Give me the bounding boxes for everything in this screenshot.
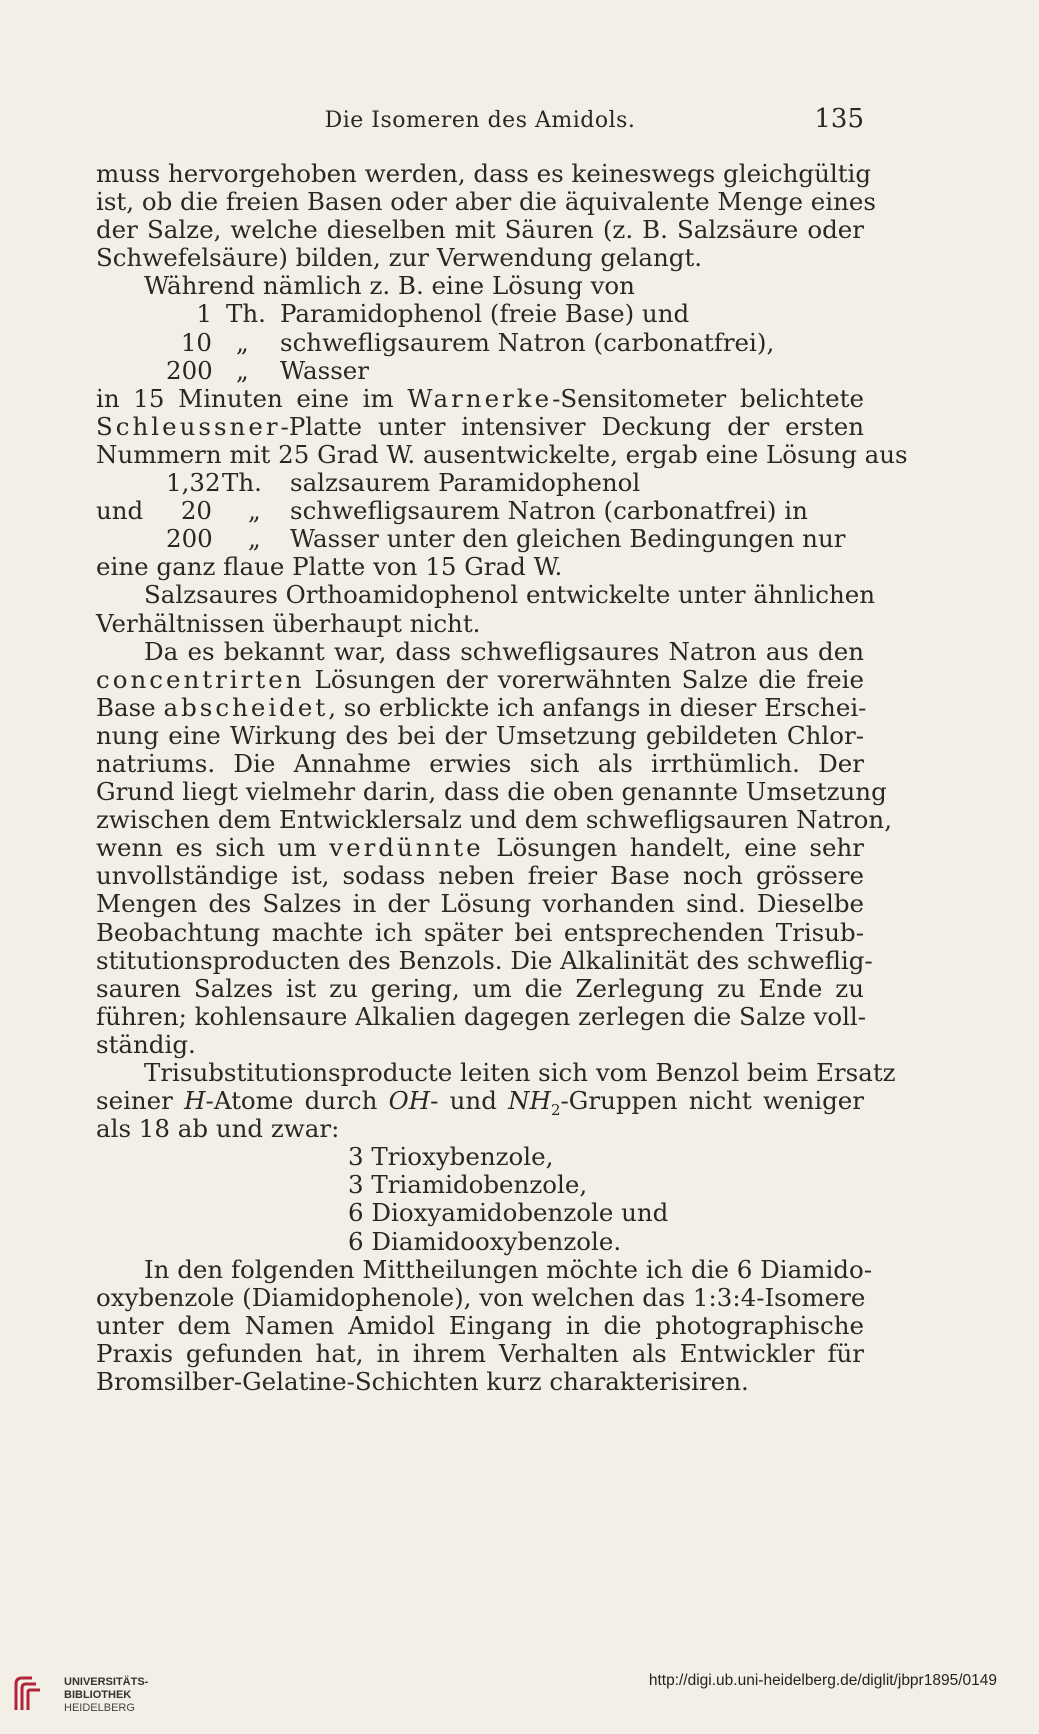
text-line: Praxis gefunden hat, in ihrem Verhalten als Entwickler für [96, 1338, 864, 1368]
text-line: ist, ob die freien Basen oder aber die äquivalente Menge eines [96, 187, 876, 217]
list-item: 6 Diamidooxybenzole. [348, 1226, 622, 1256]
recipe-quantity: 200 [166, 355, 213, 385]
list-item: 6 Dioxyamidobenzole und [348, 1198, 669, 1228]
text-line: Da es bekannt war, dass schwefligsaures Natron aus den [144, 636, 864, 666]
recipe-ingredient: schwefligsaurem Natron (carbonatfrei), [280, 327, 775, 357]
text-line [96, 1086, 864, 1119]
formula-subscript: 2 [550, 1100, 561, 1119]
spaced-word: abscheidet [163, 692, 329, 722]
footer [0, 1660, 1039, 1734]
text-run: Lösungen handelt, eine sehr [483, 833, 864, 863]
text-run: wenn es sich um [96, 833, 330, 863]
recipe-quantity: 20 [180, 496, 212, 526]
library-line: BIBLIOTHEK [64, 1689, 132, 1701]
recipe-quantity: 1 [196, 299, 212, 329]
text-line: Mengen des Salzes in der Lösung vorhanden sind. Dieselbe [96, 889, 864, 919]
text-line: oxybenzole (Diamidophenole), von welchen das 1:3:4-Isomere [96, 1282, 866, 1312]
body-text [96, 159, 908, 1397]
text-run: -Sensitometer belichtete [552, 383, 864, 413]
text-run: Base [96, 692, 164, 722]
recipe-ingredient: Paramidophenol (freie Base) und [280, 299, 690, 329]
text-line: stitutionsproducten des Benzols. Die Alkalinität des schweflig- [96, 945, 873, 975]
text-line: als 18 ab und zwar: [96, 1114, 340, 1144]
library-line: HEIDELBERG [64, 1702, 135, 1714]
recipe-row [96, 525, 864, 553]
page-header [96, 104, 864, 140]
text-line: der Salze, welche dieselben mit Säuren (z. B. Salzsäure oder [96, 215, 864, 245]
text-line: unter dem Namen Amidol Eingang in die photographische [96, 1310, 864, 1340]
library-line: UNIVERSITÄTS- [64, 1676, 149, 1688]
recipe-row [96, 357, 864, 385]
text-line: Schwefelsäure) bilden, zur Verwendung gelangt. [96, 243, 703, 273]
recipe-ingredient: Wasser unter den gleichen Bedingungen nur [290, 524, 846, 554]
library-name [64, 1676, 148, 1715]
recipe-row [96, 329, 864, 357]
list-item: 3 Trioxybenzole, [348, 1142, 554, 1172]
text-line: Bromsilber-Gelatine-Schichten kurz charakterisiren. [96, 1367, 749, 1397]
text-line [96, 413, 864, 441]
running-title: Die Isomeren des Amidols. [324, 108, 636, 133]
text-line: unvollständige ist, sodass neben freier Base noch grössere [96, 861, 864, 891]
text-run: -Atome durch [205, 1086, 389, 1116]
recipe-quantity: 10 [180, 327, 212, 357]
recipe-row [96, 300, 864, 328]
formula-h: H [184, 1086, 206, 1116]
spaced-word: verdünnte [329, 833, 484, 863]
recipe-ingredient: Wasser [280, 355, 370, 385]
text-line: In den folgenden Mittheilungen möchte ich die 6 Diamido- [144, 1254, 873, 1284]
text-run: Lösungen der vorerwähnten Salze die freie [304, 664, 864, 694]
text-line [96, 666, 864, 694]
recipe-prefix: und [96, 496, 144, 526]
text-line: nung eine Wirkung des bei der Umsetzung gebildeten Chlor- [96, 720, 864, 750]
recipe-unit: „ [248, 524, 261, 554]
recipe-unit: „ [248, 496, 261, 526]
spaced-name: Warnerke [407, 383, 553, 413]
recipe-quantity: 1,32 [166, 468, 221, 498]
text-run: in 15 Minuten eine im [96, 383, 394, 413]
text-line: zwischen dem Entwicklersalz und dem schwefligsauren Natron, [96, 805, 892, 835]
recipe-row [96, 469, 864, 497]
text-line [96, 692, 867, 722]
text-run: - und [430, 1086, 509, 1116]
text-line [96, 834, 864, 862]
text-line [96, 385, 864, 413]
recipe-unit: „ [236, 327, 249, 357]
source-url[interactable]: http://digi.ub.uni-heidelberg.de/diglit/jbpr1895/0149 [648, 1672, 997, 1689]
spaced-name: Schleussner [96, 411, 281, 441]
text-line: muss hervorgehoben werden, dass es keineswegs gleichgültig [96, 159, 872, 188]
list-item: 3 Triamidobenzole, [348, 1170, 588, 1200]
text-line: eine ganz flaue Platte von 15 Grad W. [96, 552, 563, 582]
formula-oh: OH [388, 1086, 431, 1116]
recipe-unit: Th. [226, 299, 266, 329]
recipe-unit: Th. [222, 468, 262, 498]
text-line: Grund liegt vielmehr darin, dass die oben genannte Umsetzung [96, 777, 887, 807]
text-line: führen; kohlensaure Alkalien dagegen zerlegen die Salze voll- [96, 1001, 867, 1031]
text-run: -Gruppen nicht weniger [560, 1086, 864, 1116]
text-line: Salzsaures Orthoamidophenol entwickelte unter ähnlichen [144, 580, 876, 610]
text-run: , so erblickte ich anfangs in dieser Erschei- [328, 692, 867, 722]
recipe-quantity: 200 [166, 524, 213, 554]
page-number: 135 [814, 104, 864, 134]
recipe-row [96, 497, 864, 525]
text-line: Während nämlich z. B. eine Lösung von [144, 271, 635, 301]
text-line: Nummern mit 25 Grad W. ausentwickelte, ergab eine Lösung aus [96, 439, 908, 469]
recipe-ingredient: schwefligsaurem Natron (carbonatfrei) in [290, 496, 808, 526]
library-logo-icon [12, 1674, 56, 1714]
formula-nh: NH [508, 1086, 551, 1116]
text-line: Trisubstitutionsproducte leiten sich vom Benzol beim Ersatz [144, 1058, 896, 1087]
text-line: ständig. [96, 1029, 196, 1059]
recipe-ingredient: salzsaurem Paramidophenol [290, 468, 641, 498]
spaced-word: concentrirten [96, 664, 305, 694]
text-run: seiner [96, 1086, 185, 1116]
text-line: sauren Salzes ist zu gering, um die Zerlegung zu Ende zu [96, 973, 864, 1003]
text-line: Verhältnissen überhaupt nicht. [96, 608, 481, 638]
recipe-unit: „ [236, 355, 249, 385]
text-line: natriums. Die Annahme erwies sich als irrthümlich. Der [96, 748, 864, 778]
text-run: -Platte unter intensiver Deckung der ersten [280, 411, 864, 441]
text-line: Beobachtung machte ich später bei entsprechenden Trisub- [96, 917, 864, 947]
